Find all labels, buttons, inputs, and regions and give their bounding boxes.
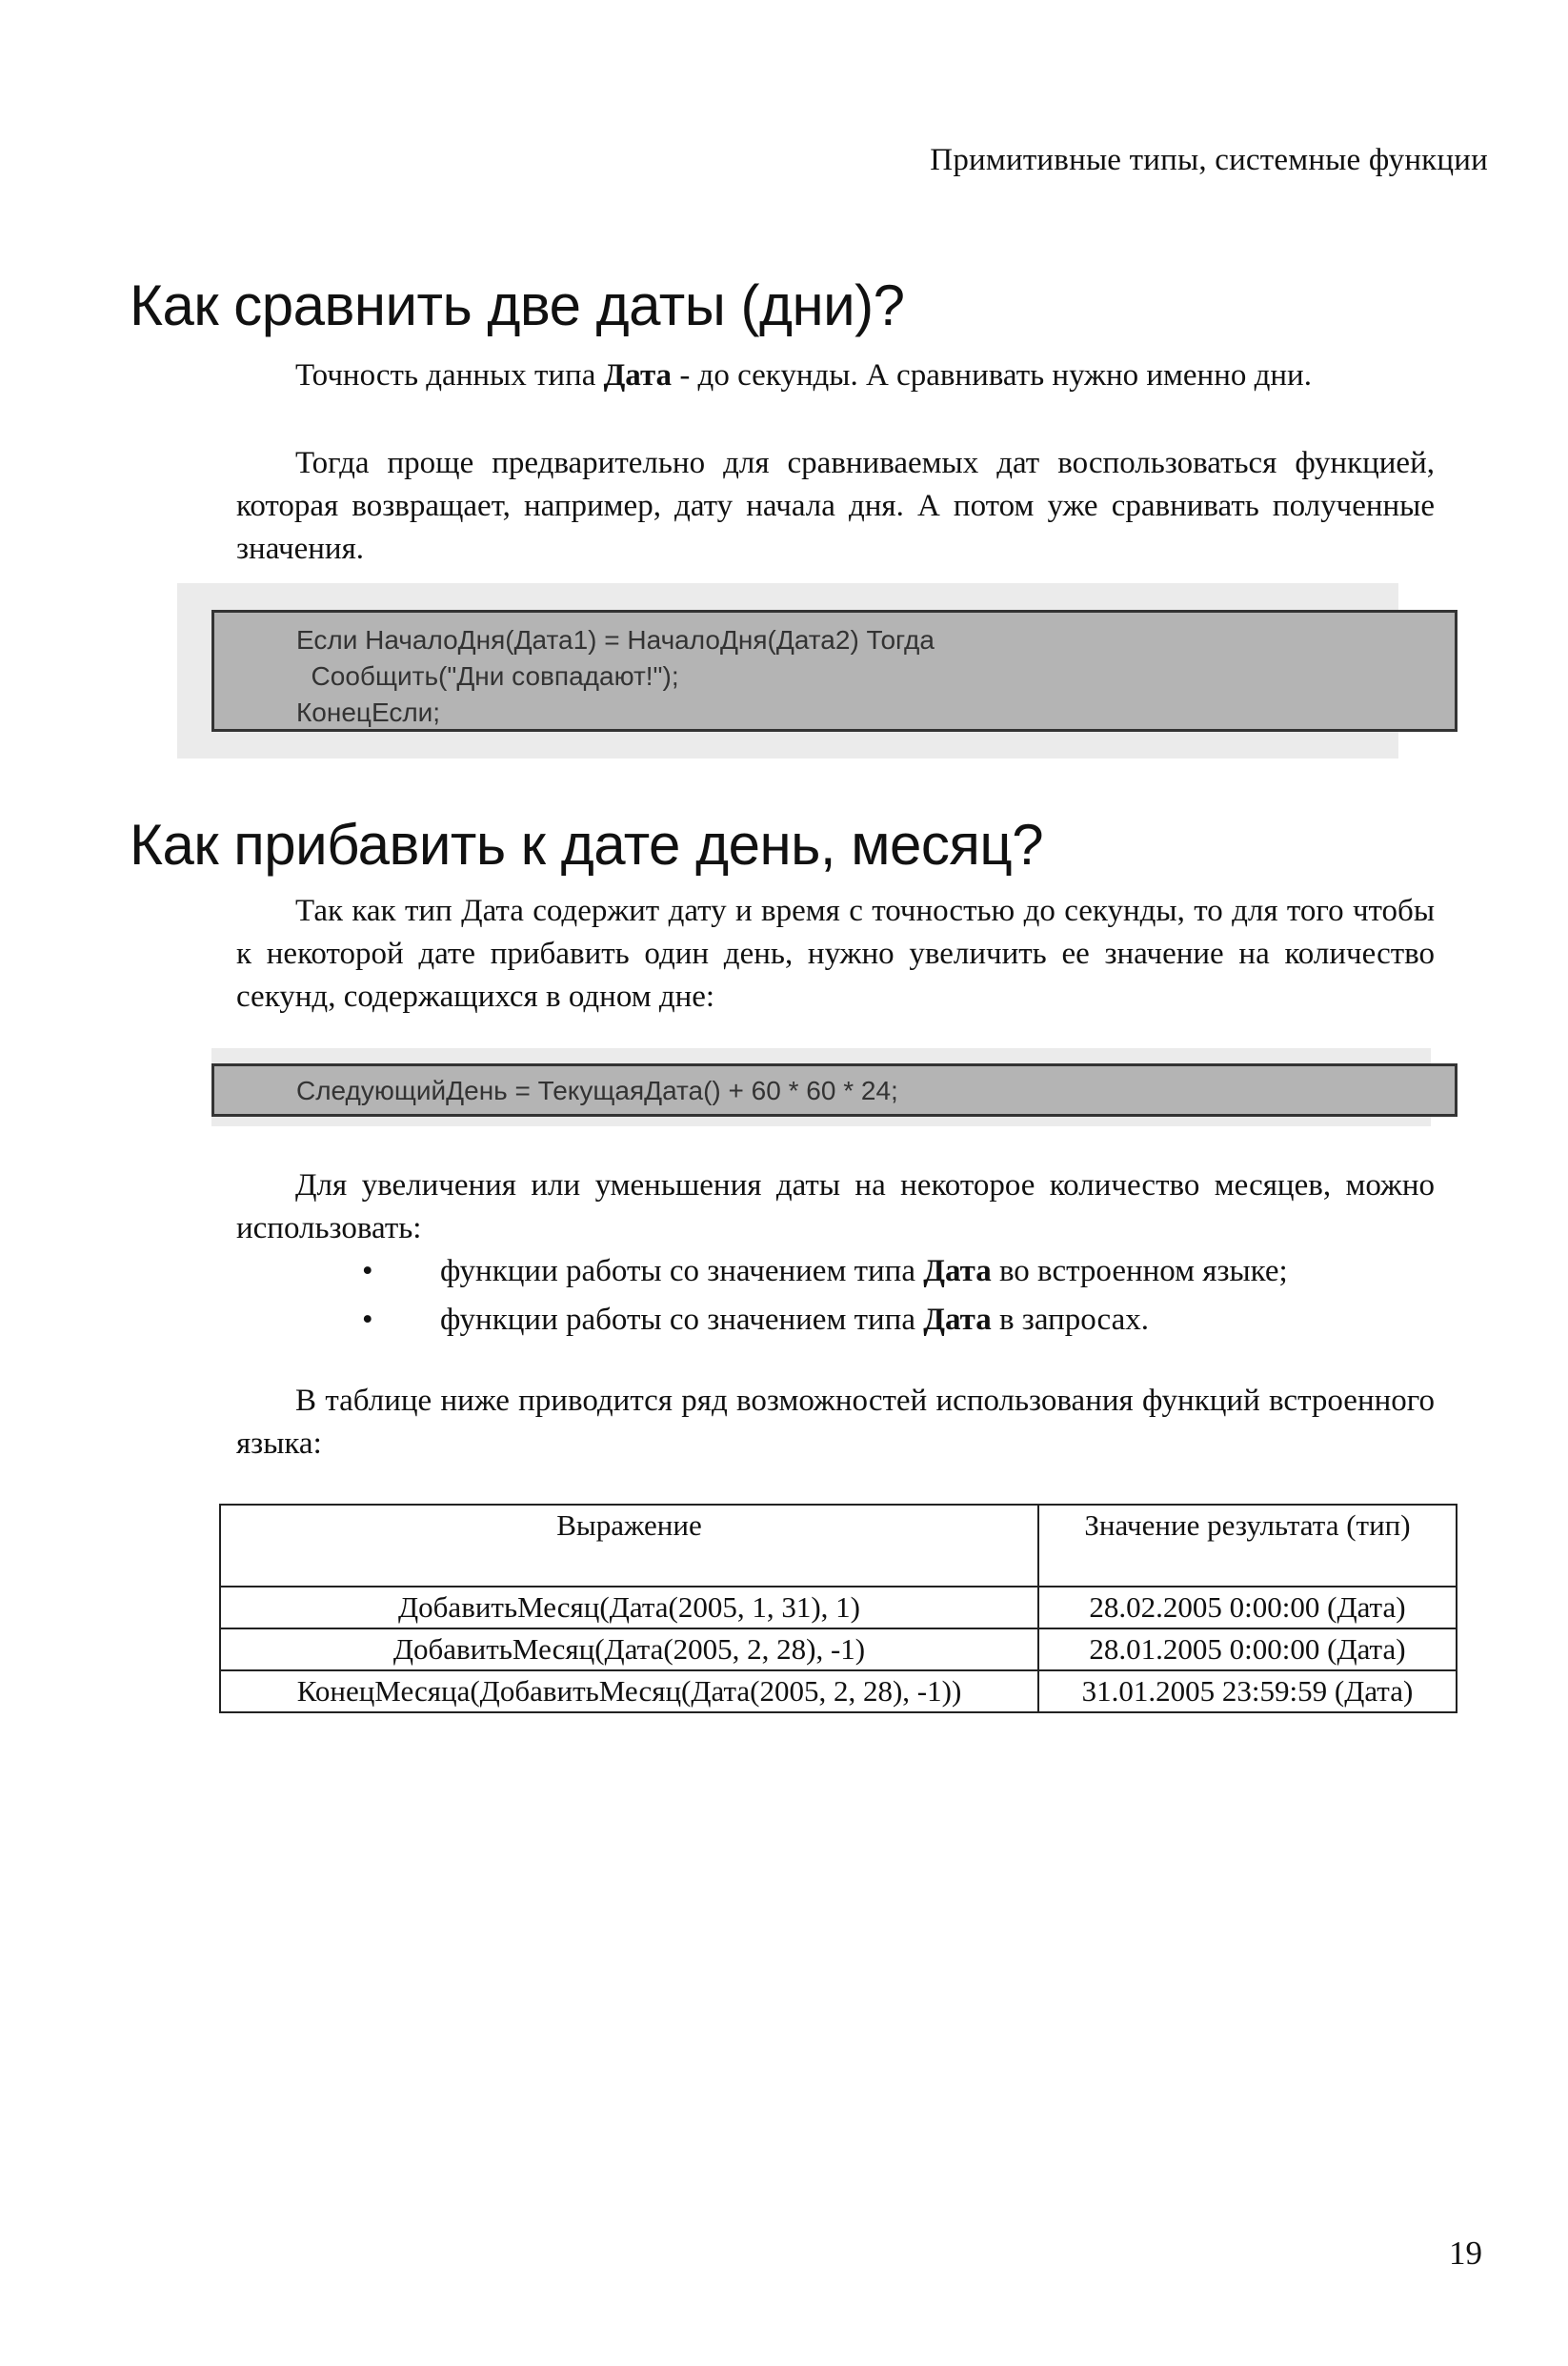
paragraph-precision: Точность данных типа Дата - до секунды. А сравнивать нужно именно дни. [295,358,1312,393]
table-cell-result: 28.01.2005 0:00:00 (Дата) [1038,1628,1457,1670]
table-row [220,1628,1457,1670]
table-cell-expression: ДобавитьМесяц(Дата(2005, 2, 28), -1) [220,1628,1038,1670]
code-line: СледующийДень = ТекущаяДата() + 60 * 60 * 24; [296,1076,898,1105]
code-block-next-day [211,1063,1457,1117]
paragraph-table-intro: В таблице ниже приводится ряд возможностей использования функций встроенного языка: [236,1384,1435,1461]
code-block-compare [211,610,1457,732]
bullet-item: • функции работы со значением типа Дата в запросах. [362,1299,1438,1342]
bullet-icon: • [362,1254,373,1288]
running-header: Примитивные типы, системные функции [930,143,1488,177]
bullet-list [362,1250,1438,1347]
table-cell-expression: КонецМесяца(ДобавитьМесяц(Дата(2005, 2, 28), -1)) [220,1670,1038,1712]
code-line: Сообщить("Дни совпадают!"); [296,661,679,691]
paragraph-add-day: Так как тип Дата содержит дату и время с точностью до секунды, то для того чтобы к некоторой дате прибавить один день, нужно увеличить ее значение на количество секунд, содержащихся в одном дне: [236,894,1435,1014]
paragraph-months: Для увеличения или уменьшения даты на некоторое количество месяцев, можно использовать: [236,1168,1435,1245]
table-cell-result: 31.01.2005 23:59:59 (Дата) [1038,1670,1457,1712]
table-row [220,1587,1457,1628]
section-title-add-to-date: Как прибавить к дате день, месяц? [130,813,1044,877]
table-row [220,1670,1457,1712]
paragraph-start-of-day: Тогда проще предварительно для сравниваемых дат воспользоваться функцией, которая возвращает, например, дату начала дня. А потом уже сравнивать полученные значения. [236,446,1435,566]
bullet-item: • функции работы со значением типа Дата во встроенном языке; [362,1250,1438,1293]
table-cell-result: 28.02.2005 0:00:00 (Дата) [1038,1587,1457,1628]
table-header-row [220,1505,1457,1587]
section-title-compare-dates: Как сравнить две даты (дни)? [130,273,905,337]
functions-table [219,1504,1457,1713]
code-line: Если НачалоДня(Дата1) = НачалоДня(Дата2) Тогда [296,625,935,655]
bullet-icon: • [362,1303,373,1337]
column-header-expression: Выражение [220,1505,1038,1587]
page-number: 19 [1449,2235,1482,2272]
code-line: КонецЕсли; [296,698,441,727]
column-header-result: Значение результата (тип) [1038,1505,1457,1587]
table-cell-expression: ДобавитьМесяц(Дата(2005, 1, 31), 1) [220,1587,1038,1628]
